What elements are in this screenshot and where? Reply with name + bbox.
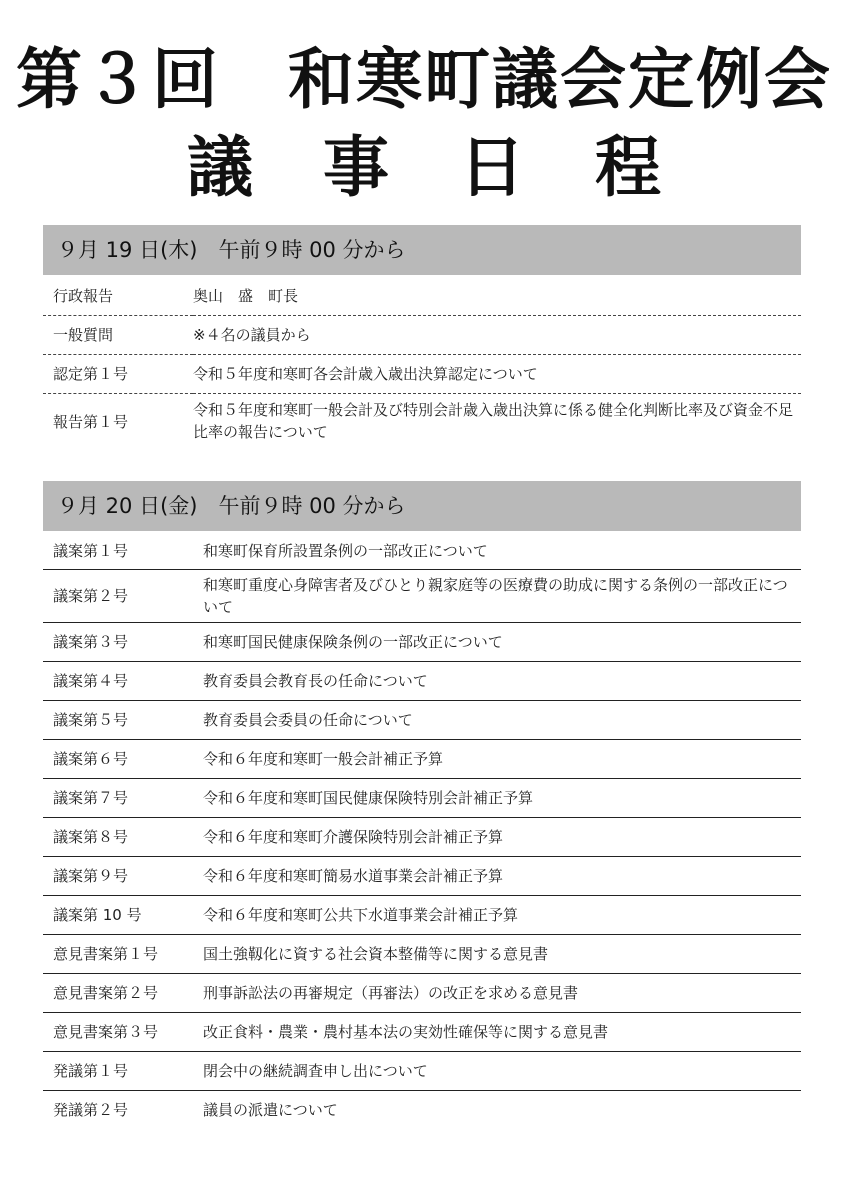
agenda-item-subject: 国土強靱化に資する社会資本整備等に関する意見書: [203, 944, 549, 963]
session-2-agenda-table: [43, 533, 801, 1129]
session-2-heading: ９月 20 日(金) 午前９時 00 分から: [43, 481, 801, 531]
agenda-item-number: 一般質問: [53, 326, 114, 344]
session-1-heading: ９月 19 日(木) 午前９時 00 分から: [43, 225, 801, 275]
agenda-item-subject: 教育委員会教育長の任命について: [203, 671, 428, 690]
agenda-item-subject: 和寒町重度心身障害者及びひとり親家庭等の医療費の助成に関する条例の一部改正について: [203, 575, 788, 616]
agenda-item-number: 意見書案第１号: [53, 945, 159, 963]
agenda-item-number: 意見書案第３号: [53, 1023, 159, 1041]
agenda-item-number: 発議第１号: [53, 1062, 129, 1080]
agenda-row: [43, 778, 801, 817]
agenda-row: [43, 277, 801, 315]
agenda-item-number: 議案第 10 号: [53, 906, 142, 924]
agenda-item-subject: 令和６年度和寒町公共下水道事業会計補正予算: [203, 905, 519, 924]
agenda-item-number: 発議第２号: [53, 1101, 129, 1120]
agenda-item-number: 議案第１号: [53, 542, 129, 561]
agenda-row: [43, 895, 801, 934]
agenda-item-number: 議案第３号: [53, 633, 129, 651]
agenda-item-subject: 議員の派遣について: [203, 1100, 338, 1119]
agenda-item-subject: 教育委員会委員の任命について: [203, 710, 413, 729]
agenda-item-subject: 令和５年度和寒町各会計歳入歳出決算認定について: [193, 364, 538, 383]
agenda-row: [43, 739, 801, 778]
agenda-item-number: 議案第７号: [53, 789, 129, 807]
agenda-row: [43, 934, 801, 973]
agenda-item-subject: ※４名の議員から: [193, 325, 311, 344]
agenda-row: [43, 700, 801, 739]
agenda-item-number: 議案第４号: [53, 672, 129, 690]
agenda-item-number: 行政報告: [53, 287, 114, 306]
agenda-row: [43, 817, 801, 856]
agenda-row: [43, 569, 801, 622]
agenda-row: [43, 622, 801, 661]
agenda-item-subject: 令和６年度和寒町一般会計補正予算: [203, 749, 444, 768]
agenda-item-number: 議案第９号: [53, 867, 129, 885]
agenda-item-subject: 令和５年度和寒町一般会計及び特別会計歳入歳出決算に係る健全化判断比率及び資金不足比率の報告について: [193, 401, 794, 442]
agenda-item-subject: 改正食料・農業・農村基本法の実効性確保等に関する意見書: [203, 1022, 609, 1041]
agenda-item-subject: 和寒町保育所設置条例の一部改正について: [203, 541, 488, 560]
agenda-item-number: 議案第６号: [53, 750, 129, 768]
agenda-item-subject: 和寒町国民健康保険条例の一部改正について: [203, 632, 503, 651]
agenda-item-subject: 令和６年度和寒町国民健康保険特別会計補正予算: [203, 788, 534, 807]
agenda-row: [43, 393, 801, 449]
agenda-row: [43, 856, 801, 895]
agenda-row: [43, 315, 801, 354]
agenda-item-number: 報告第１号: [53, 412, 129, 431]
agenda-item-subject: 令和６年度和寒町介護保険特別会計補正予算: [203, 827, 504, 846]
agenda-item-number: 議案第５号: [53, 711, 129, 729]
agenda-row: [43, 973, 801, 1012]
document-subtitle: 議事日程: [187, 129, 731, 206]
agenda-row: [43, 533, 801, 569]
agenda-item-number: 議案第２号: [53, 587, 129, 605]
agenda-item-subject: 令和６年度和寒町簡易水道事業会計補正予算: [203, 866, 504, 885]
agenda-item-number: 議案第８号: [53, 828, 129, 846]
agenda-row: [43, 1012, 801, 1051]
agenda-row: [43, 661, 801, 700]
agenda-item-number: 意見書案第２号: [53, 984, 159, 1002]
agenda-item-subject: 奥山 盛 町長: [193, 286, 299, 305]
agenda-row: [43, 1051, 801, 1090]
agenda-row: [43, 354, 801, 393]
agenda-item-number: 認定第１号: [53, 365, 129, 383]
agenda-item-subject: 刑事訴訟法の再審規定（再審法）の改正を求める意見書: [203, 983, 579, 1002]
document-title: 第３回 和寒町議会定例会: [16, 41, 832, 118]
agenda-row: [43, 1090, 801, 1129]
agenda-item-subject: 閉会中の継続調査申し出について: [203, 1061, 428, 1080]
session-1-agenda-table: [43, 277, 801, 449]
